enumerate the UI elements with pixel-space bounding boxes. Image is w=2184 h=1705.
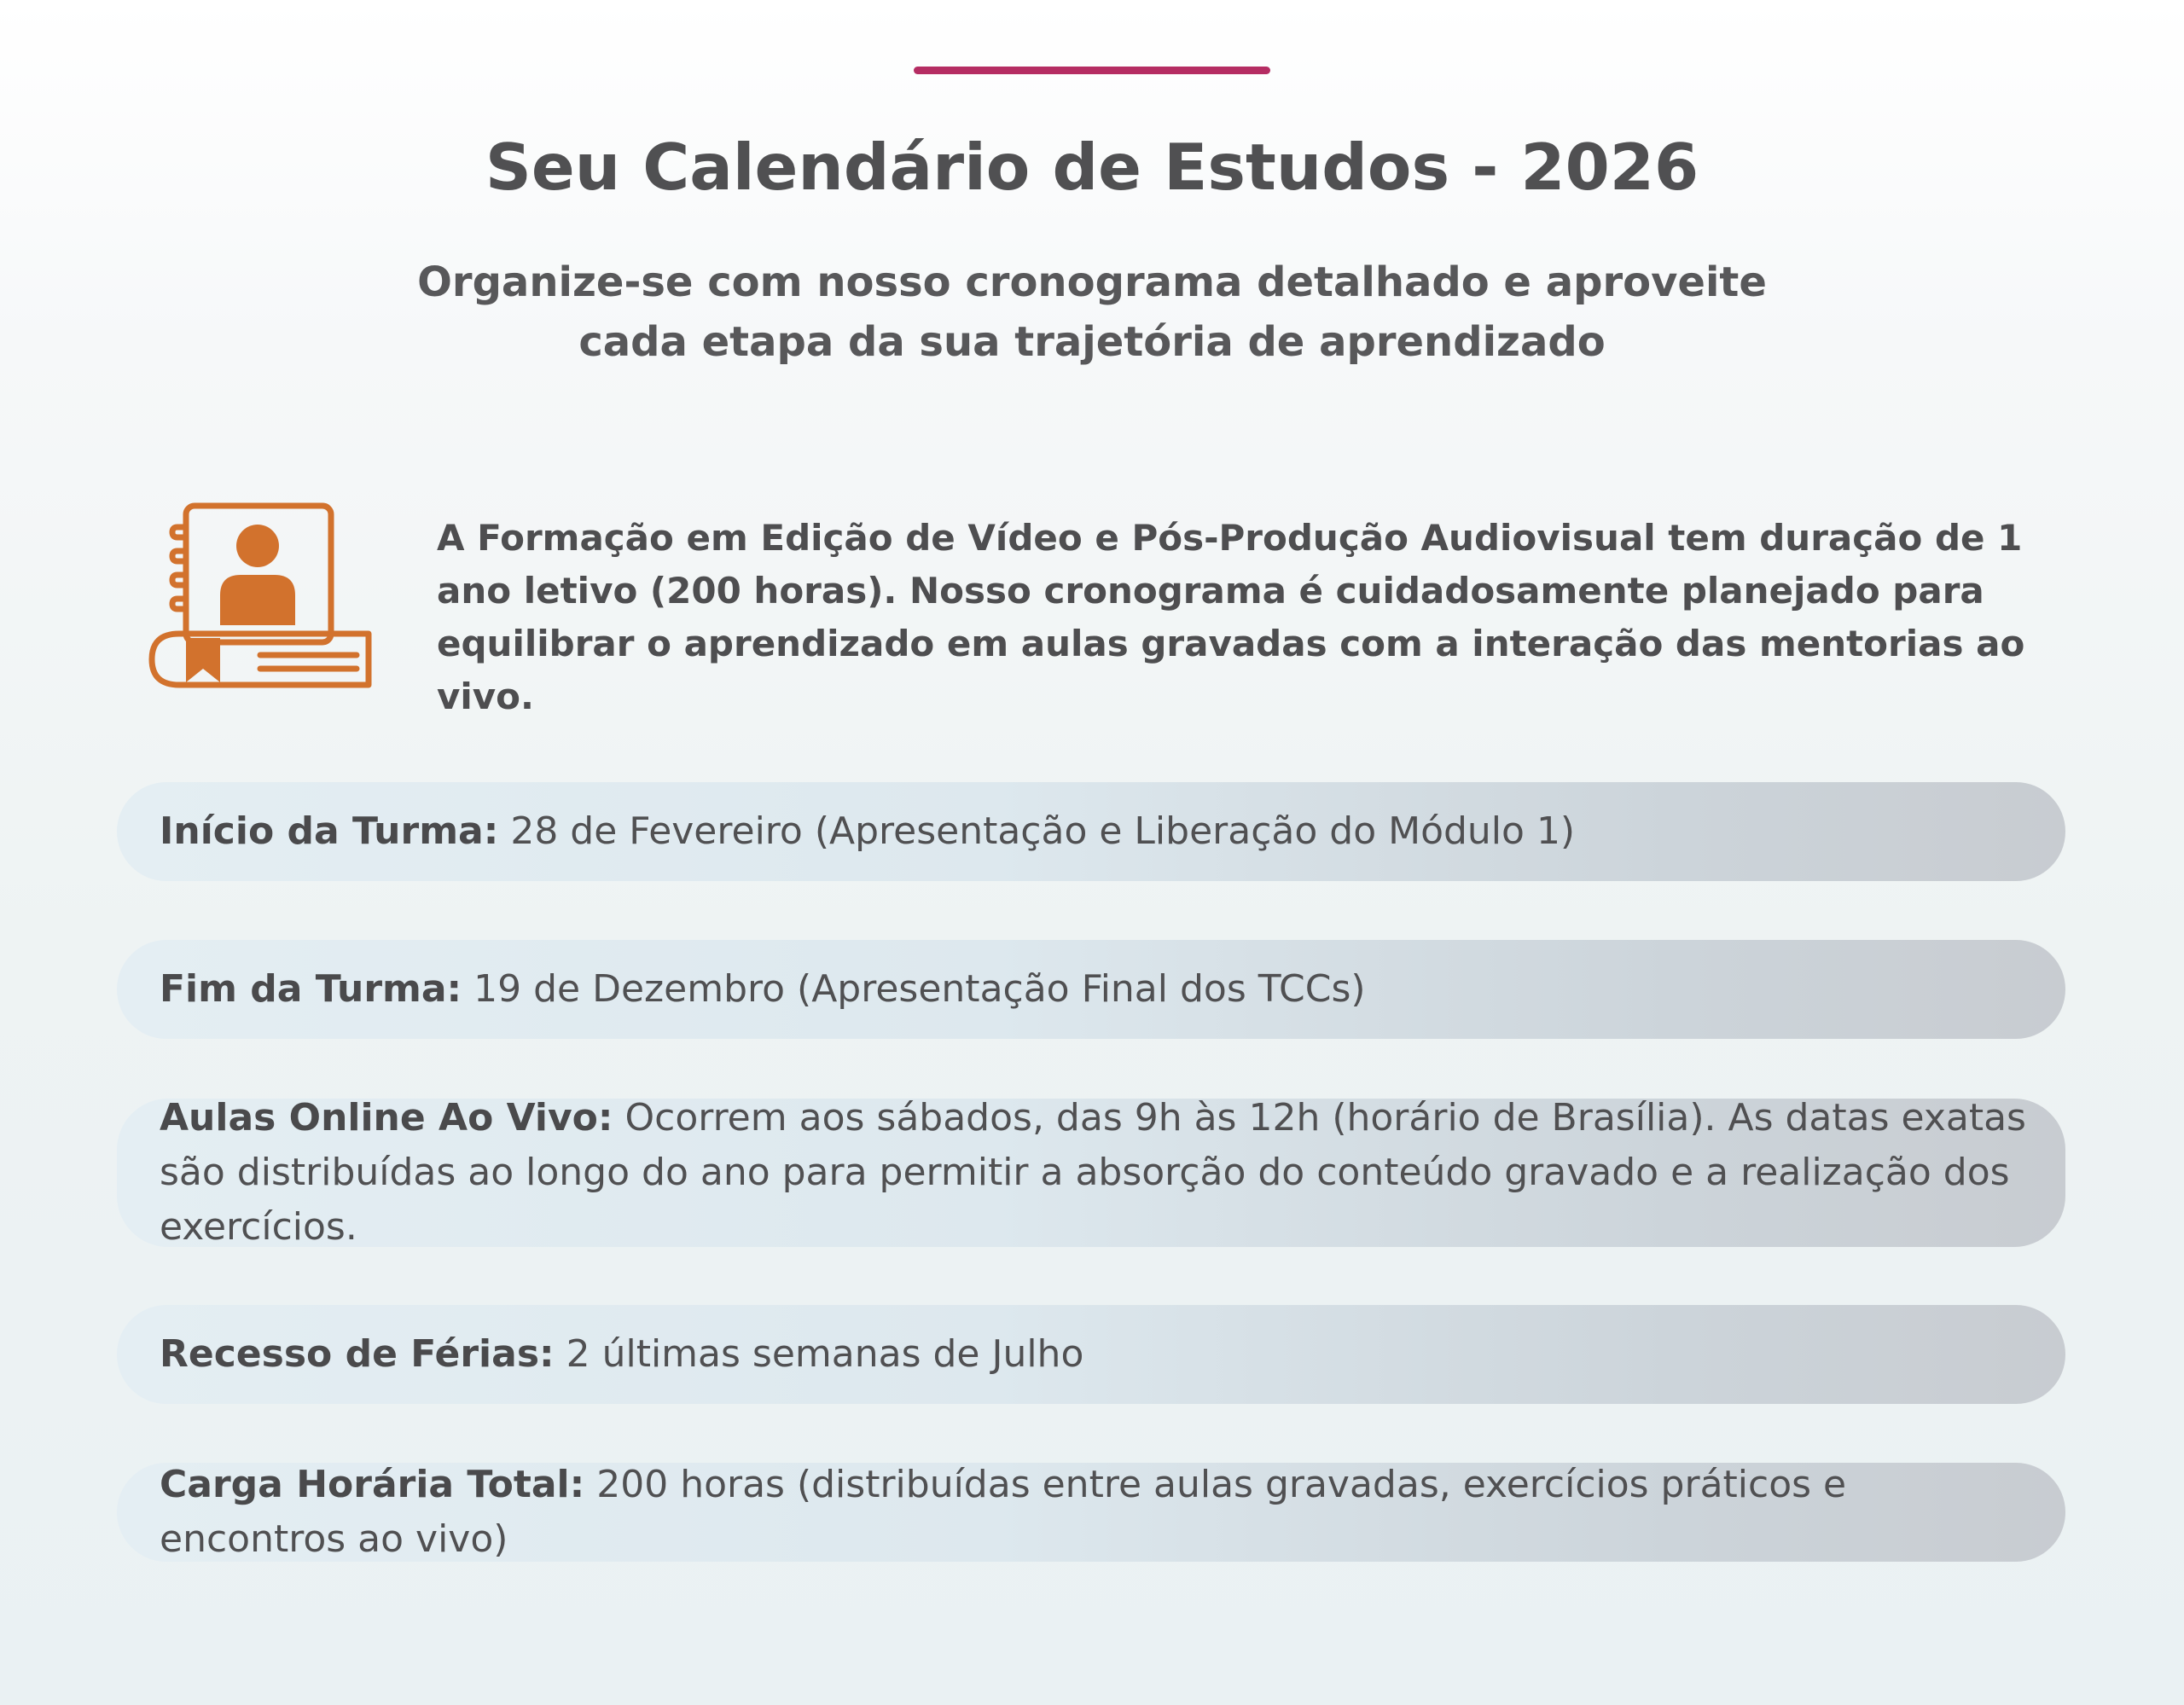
- subtitle-line-1: Organize-se com nosso cronograma detalhado e aproveite: [417, 258, 1767, 306]
- info-item-content: [160, 962, 1366, 1017]
- page-subtitle: [410, 252, 1774, 372]
- info-item-value: 28 de Fevereiro (Apresentação e Liberação do Módulo 1): [498, 809, 1576, 853]
- info-item-value: Ocorrem aos sábados, das 9h às 12h (horário de Brasília). As datas exatas são distribuídas ao longo do ano para permitir a absorção do conteúdo gravado e a realização dos exercícios.: [160, 1096, 2026, 1249]
- info-item-label: Início da Turma:: [160, 809, 499, 853]
- student-notebook-icon: [145, 502, 375, 691]
- info-item-label: Recesso de Férias:: [160, 1332, 555, 1376]
- accent-line: [914, 67, 1270, 74]
- info-item-inicio-turma: [117, 782, 2065, 881]
- info-item-aulas-online: [117, 1096, 2065, 1249]
- info-item-fim-turma: [117, 940, 2065, 1039]
- info-item-label: Fim da Turma:: [160, 967, 462, 1011]
- info-item-value: 19 de Dezembro (Apresentação Final dos TCCs): [462, 967, 1366, 1011]
- info-item-value: 2 últimas semanas de Julho: [554, 1332, 1084, 1376]
- subtitle-line-2: cada etapa da sua trajetória de aprendizado: [578, 318, 1606, 366]
- info-item-content: [160, 1327, 1083, 1382]
- info-item-recesso-ferias: [117, 1305, 2065, 1404]
- intro-description: A Formação em Edição de Vídeo e Pós-Produção Audiovisual tem duração de 1 ano letivo (200 horas). Nosso cronograma é cuidadosamente planejado para equilibrar o aprendizado em aulas gravadas com a interação das mentorias ao vivo.: [437, 517, 2025, 717]
- info-item-content: [160, 1458, 2031, 1567]
- info-item-label: Aulas Online Ao Vivo:: [160, 1096, 613, 1140]
- info-item-label: Carga Horária Total:: [160, 1463, 585, 1506]
- info-item-value: 200 horas (distribuídas entre aulas gravadas, exercícios práticos e encontros ao vivo): [160, 1463, 1847, 1561]
- info-item-content: [160, 804, 1575, 859]
- info-item-carga-horaria: [117, 1463, 2065, 1562]
- info-item-content: [160, 1091, 2031, 1255]
- page-title: Seu Calendário de Estudos - 2026: [485, 130, 1699, 205]
